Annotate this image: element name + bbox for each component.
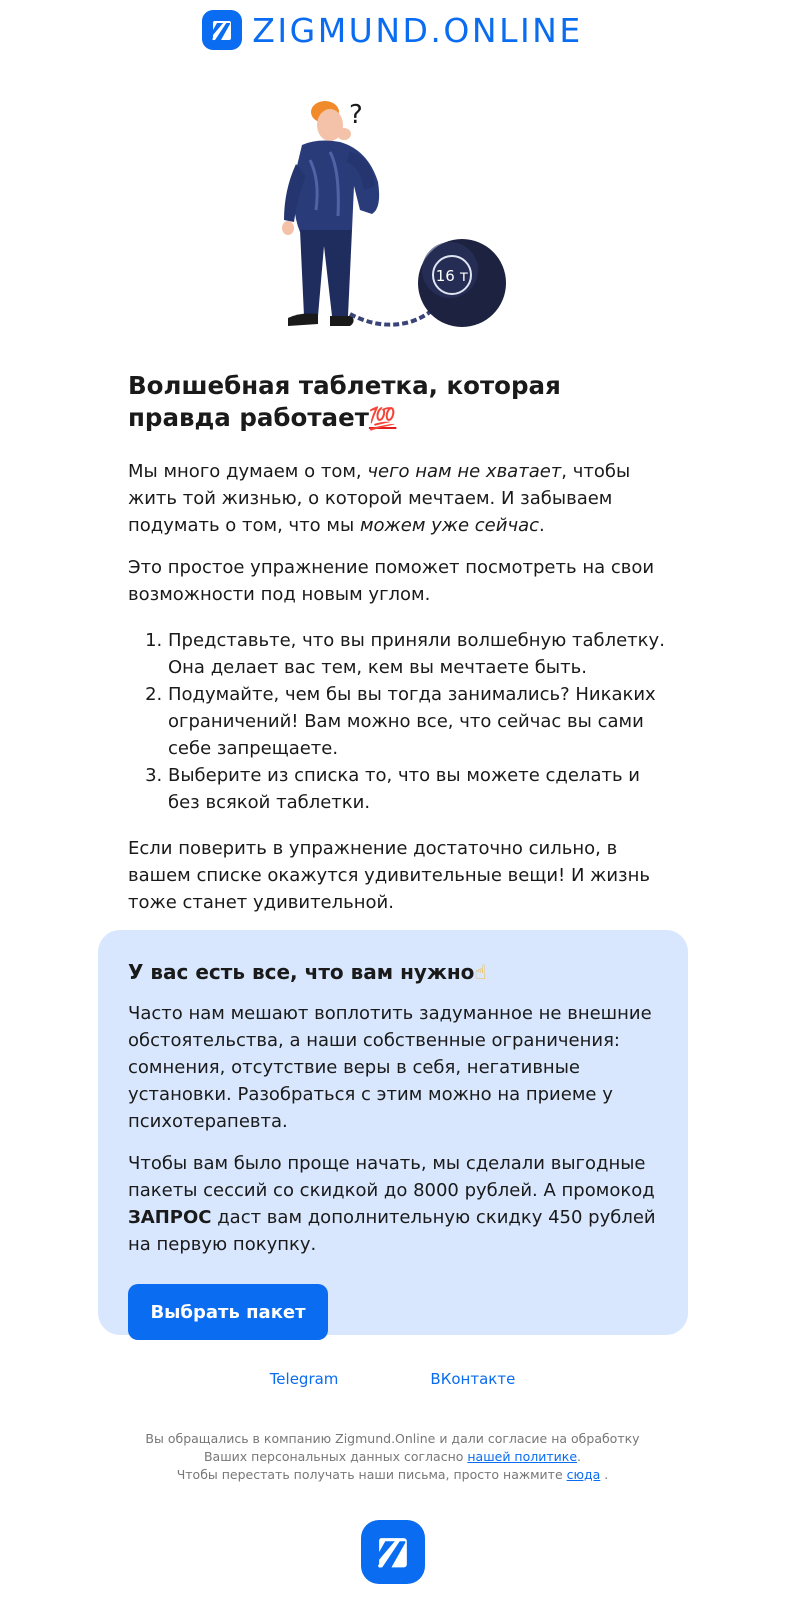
svg-text:?: ? (349, 100, 363, 130)
pointing-up-icon: ☝ (474, 960, 487, 984)
hero-illustration (0, 90, 785, 370)
list-item: 1. Представьте, что вы приняли волшебную таблетку. Она делает вас тем, кем вы мечтаете быть. (168, 627, 668, 681)
choose-package-button[interactable]: Выбрать пакет (128, 1284, 328, 1340)
man-with-ball-and-chain-illustration (0, 90, 785, 370)
article-content (128, 370, 668, 916)
exercise-steps (128, 627, 668, 816)
promo-title: У вас есть все, что вам нужно☝ (128, 960, 487, 984)
promo-text: Часто нам мешают воплотить задуманное не внешние обстоятельства, а наши собственные ограничения: сомнения, отсутствие веры в себя, негативные установки. Разобраться с этим можно на приеме у психотерапевта. (128, 1003, 652, 1132)
privacy-policy-link[interactable]: нашей политике (467, 1449, 578, 1464)
zigmund-logo-icon[interactable] (202, 10, 242, 50)
email-header (0, 0, 785, 60)
promo-offer: Чтобы вам было проще начать, мы сделали выгодные пакеты сессий со скидкой до 8000 рублей. А промокод ЗАПРОС даст вам дополнительную скидку 450 рублей на первую покупку. (128, 1153, 656, 1255)
list-item: 2. Подумайте, чем бы вы тогда занимались? Никаких ограничений! Вам можно все, что сейчас вы сами себе запрещаете. (168, 681, 668, 762)
vk-link[interactable]: ВКонтакте (430, 1370, 516, 1388)
consent-text: Вы обращались в компанию Zigmund.Online и дали согласие на обработку Ваших персональных данных согласно нашей политике. (145, 1431, 640, 1464)
article-conclusion: Если поверить в упражнение достаточно сильно, в вашем списке окажутся удивительные вещи! И жизнь тоже станет удивительной. (128, 838, 650, 913)
legal-footer (140, 1430, 645, 1484)
article-lead: Это простое упражнение поможет посмотреть на свои возможности под новым углом. (128, 557, 655, 605)
hundred-points-icon: 💯 (368, 407, 397, 432)
social-links (0, 1370, 785, 1388)
promo-code: ЗАПРОС (128, 1207, 212, 1228)
promo-card (98, 930, 688, 1335)
unsubscribe-link[interactable]: сюда (566, 1467, 601, 1482)
article-intro: Мы много думаем о том, чего нам не хватает, чтобы жить той жизнью, о которой мечтаем. И забываем подумать о том, что мы можем уже сейчас. (128, 461, 631, 536)
unsubscribe-text: Чтобы перестать получать наши письма, просто нажмите сюда . (176, 1467, 609, 1482)
footer-logo-icon[interactable] (361, 1520, 425, 1584)
ball-label: 16 т (435, 267, 469, 285)
brand-name[interactable]: ZIGMUND.ONLINE (252, 10, 583, 50)
article-title: Волшебная таблетка, которая правда работает💯 (128, 371, 561, 432)
telegram-link[interactable]: Telegram (269, 1370, 339, 1388)
list-item: 3. Выберите из списка то, что вы можете сделать и без всякой таблетки. (168, 762, 668, 816)
